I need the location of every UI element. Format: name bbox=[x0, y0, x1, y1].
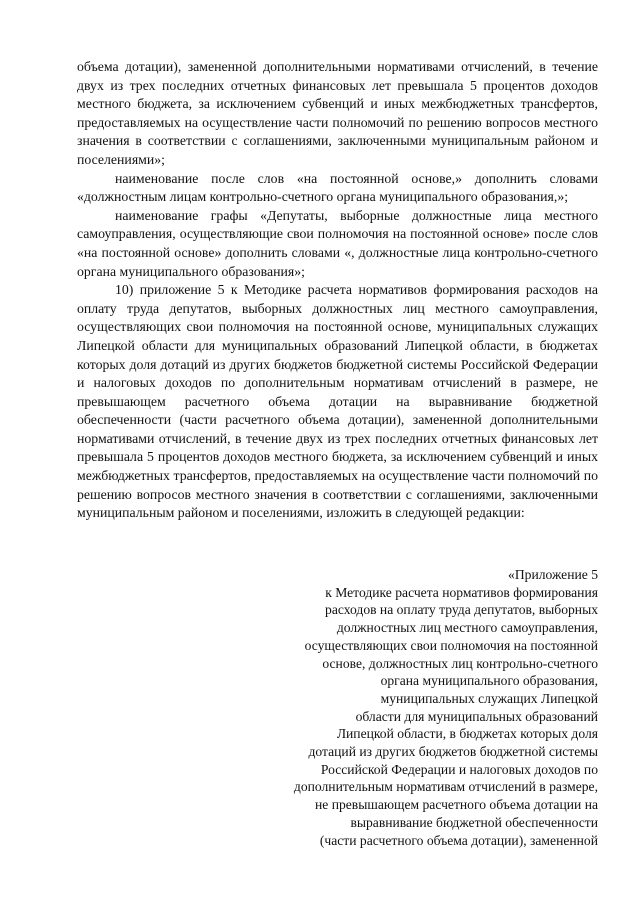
appendix-line: к Методике расчета нормативов формирования bbox=[325, 584, 598, 600]
appendix-line: (части расчетного объема дотации), замененной bbox=[319, 832, 598, 848]
appendix-line: расходов на оплату труда депутатов, выборных bbox=[325, 602, 598, 618]
appendix-line: области для муниципальных образований bbox=[355, 708, 598, 724]
appendix-line: должностных лиц местного самоуправления, bbox=[336, 620, 598, 636]
paragraph-item-10: 10) приложение 5 к Методике расчета нормативов формирования расходов на оплату труда депутатов, выборных должностных лиц местного самоуправления, осуществляющих свои полномочия на постоянной основе, муниципальных служащих Липецкой области для муниципальных образований Липецкой области, в бюджетах которых доля дотаций из других бюджетов бюджетной системы Российской Федерации и налоговых доходов по дополнительным нормативам отчислений в размере, не превышающем расчетного объема дотации на выравнивание бюджетной обеспеченности (части расчетного объема дотации), замененной дополнительными нормативами отчислений, в течение двух из трех последних отчетных финансовых лет превышала 5 процентов доходов местного бюджета, за исключением субвенций и иных межбюджетных трансфертов, предоставляемых на осуществление части полномочий по решению вопросов местного значения в соответствии с соглашениями, заключенными муниципальным районом и поселениями, изложить в следующей редакции: bbox=[77, 282, 598, 521]
appendix-line: Российской Федерации и налоговых доходов по bbox=[320, 761, 598, 777]
appendix-line: муниципальных служащих Липецкой bbox=[380, 690, 598, 706]
appendix-line: «Приложение 5 bbox=[508, 567, 598, 582]
paragraph-title-amendment: наименование после слов «на постоянной основе,» дополнить словами «должностным лицам контрольно-счетного органа муниципального образования,»; bbox=[77, 170, 598, 205]
appendix-line: органа муниципального образования, bbox=[380, 673, 598, 689]
paragraph-appendix-definition-end: объема дотации), замененной дополнительными нормативами отчислений, в течение двух из трех последних отчетных финансовых лет превышала 5 процентов доходов местного бюджета, за исключением субвенций и иных межбюджетных трансфертов, предоставляемых на осуществление части полномочий по решению вопросов местного значения в соответствии с соглашениями, заключенными муниципальным районом и поселениями»; bbox=[77, 59, 598, 167]
document-body bbox=[77, 58, 598, 523]
appendix-line: дополнительным нормативам отчислений в размере, bbox=[293, 779, 598, 795]
paragraph-column-title-amendment: наименование графы «Депутаты, выборные должностные лица местного самоуправления, осуществляющие свои полномочия на постоянной основе» после слов «на постоянной основе» дополнить словами «, должностные лица контрольно-счетного органа муниципального образования»; bbox=[77, 207, 598, 279]
appendix-line: дотаций из других бюджетов бюджетной системы bbox=[308, 744, 598, 760]
appendix-line: основе, должностных лиц контрольно-счетного bbox=[322, 655, 598, 671]
appendix-line: Липецкой области, в бюджетах которых доля bbox=[336, 726, 598, 742]
appendix-5-heading-block bbox=[238, 566, 598, 849]
appendix-line: не превышающем расчетного объема дотации на bbox=[314, 797, 598, 813]
appendix-line: осуществляющих свои полномочия на постоянной bbox=[304, 637, 598, 653]
appendix-line: выравнивание бюджетной обеспеченности bbox=[350, 814, 598, 830]
